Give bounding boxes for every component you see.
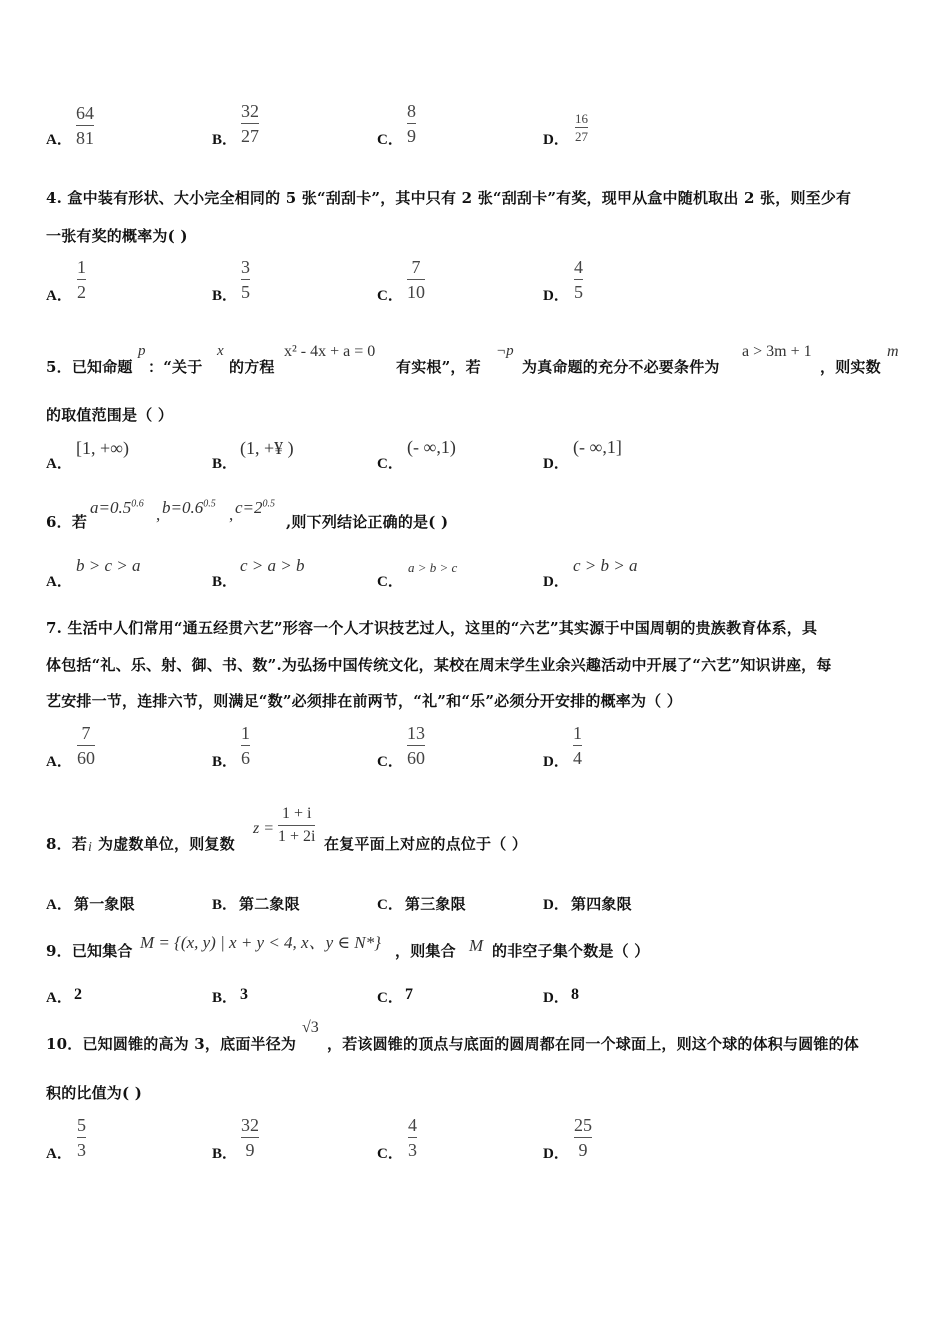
var-x: x: [217, 343, 224, 359]
q8-text: 在复平面上对应的点位于（ ）: [324, 835, 528, 853]
q5-prefix: 5．已知命题: [46, 358, 133, 376]
var-i: i: [88, 840, 92, 855]
q7-stem-line1: 7. 生活中人们常用“通五经贯六艺”形容一个人才识技艺过人，这里的“六艺”其实源于中国周朝的贵族教育体系，具: [46, 619, 818, 637]
option-label: A．: [46, 574, 72, 590]
option-label: C．: [377, 754, 403, 770]
option-label: C．: [377, 897, 403, 913]
option-value: 2: [74, 986, 82, 1003]
numerator: 13: [407, 723, 425, 743]
option-fraction: [574, 1116, 592, 1159]
option-label: B．: [212, 132, 238, 148]
denominator: 3: [408, 1140, 417, 1160]
option-value: [1, +∞): [76, 438, 129, 458]
var-a-def: [90, 498, 144, 518]
option-value: b > c > a: [76, 556, 141, 575]
option-fraction: [573, 724, 582, 767]
option-value: c > a > b: [240, 556, 305, 575]
option-label: D．: [543, 754, 569, 770]
q5-text: 为真命题的充分不必要条件为: [522, 358, 720, 376]
q10-prefix: 10．已知圆锥的高为 3，底面半径为: [46, 1035, 297, 1053]
b-exponent: 0.5: [203, 498, 216, 510]
option-value: 第二象限: [239, 895, 300, 913]
a-exponent: 0.6: [131, 498, 144, 510]
option-label: A．: [46, 754, 72, 770]
option-fraction: [407, 724, 425, 767]
var-c-def: [235, 498, 275, 518]
q9-text: ，则集合: [395, 942, 456, 960]
q4-stem-line2: 一张有奖的概率为( ): [46, 227, 188, 245]
numerator: 16: [575, 111, 588, 126]
option-label: A．: [46, 1146, 72, 1162]
q5-text: ，则实数: [820, 358, 881, 376]
numerator: 1: [77, 257, 86, 277]
option-label: D．: [543, 288, 569, 304]
q10-stem-line2: 积的比值为( ): [46, 1084, 143, 1102]
c-base: c=2: [235, 498, 263, 517]
option-label: D．: [543, 132, 569, 148]
q5-text: 有实根”，若: [396, 358, 481, 376]
numerator: 7: [411, 257, 421, 277]
denominator: 81: [76, 128, 94, 148]
b-base: b=0.6: [162, 498, 204, 517]
option-value: a > b > c: [408, 560, 458, 575]
numerator: 4: [574, 257, 583, 277]
option-value: 7: [405, 986, 413, 1003]
option-label: D．: [543, 456, 569, 472]
denominator: 10: [407, 282, 425, 302]
numerator: 5: [77, 1115, 86, 1135]
option-label: B．: [212, 897, 238, 913]
q4-stem-line1: 4. 盒中装有形状、大小完全相同的 5 张“刮刮卡”，其中只有 2 张“刮刮卡”有奖，现甲从盒中随机取出 2 张，则至少有: [46, 189, 852, 207]
q8-prefix: 8．若: [46, 835, 88, 853]
option-fraction: [77, 258, 86, 301]
option-fraction: [575, 112, 588, 143]
option-value: (1, +¥ ): [240, 438, 294, 458]
set-definition: M = {(x, y) | x + y < 4, x、y ∈ N*}: [140, 933, 381, 952]
denominator: 6: [241, 748, 250, 768]
option-label: A．: [46, 897, 72, 913]
option-label: D．: [543, 897, 569, 913]
q10-text: ，若该圆锥的顶点与底面的圆周都在同一个球面上，则这个球的体积与圆锥的体: [327, 1035, 860, 1053]
option-value: 8: [571, 986, 579, 1003]
option-value: 第三象限: [405, 895, 466, 913]
option-fraction: [407, 258, 425, 301]
denominator: 9: [578, 1140, 588, 1160]
q9-text: 的非空子集个数是（ ）: [492, 942, 650, 960]
option-label: C．: [377, 456, 403, 472]
option-value: (- ∞,1): [407, 437, 456, 457]
denominator: 27: [241, 126, 259, 146]
numerator: 1 + i: [282, 805, 312, 822]
option-label: A．: [46, 990, 72, 1006]
option-label: B．: [212, 574, 238, 590]
q5-stem-line2: 的取值范围是（ ）: [46, 406, 174, 424]
option-label: B．: [212, 456, 238, 472]
a-base: a=0.5: [90, 498, 132, 517]
var-m: m: [887, 343, 899, 360]
option-fraction: [77, 724, 95, 767]
not-p: ¬p: [496, 343, 514, 359]
q6-suffix: ,则下列结论正确的是( ): [286, 513, 449, 531]
option-fraction: [241, 258, 250, 301]
option-label: D．: [543, 574, 569, 590]
option-value: (- ∞,1]: [573, 437, 622, 457]
numerator: 32: [241, 1115, 259, 1135]
option-label: D．: [543, 990, 569, 1006]
option-fraction: [76, 104, 94, 147]
var-b-def: [162, 498, 216, 518]
option-label: C．: [377, 574, 403, 590]
denominator: 2: [77, 282, 86, 302]
option-fraction: [241, 724, 250, 767]
denominator: 9: [407, 126, 416, 146]
c-exponent: 0.5: [262, 498, 276, 510]
condition: a > 3m + 1: [742, 343, 812, 360]
denominator: 1 + 2i: [278, 828, 316, 845]
q7-stem-line2: 体包括“礼、乐、射、御、书、数”.为弘扬中国传统文化，某校在周末学生业余兴趣活动中开展了“六艺”知识讲座，每: [46, 656, 832, 674]
numerator: 1: [241, 723, 250, 743]
numerator: 3: [241, 257, 250, 277]
denominator: 60: [407, 748, 425, 768]
option-label: C．: [377, 1146, 403, 1162]
comma: ,: [156, 505, 161, 524]
option-fraction: [241, 102, 259, 145]
denominator: 9: [245, 1140, 255, 1160]
numerator: 7: [81, 723, 91, 743]
option-label: A．: [46, 456, 72, 472]
option-label: B．: [212, 990, 238, 1006]
denominator: 5: [241, 282, 250, 302]
numerator: 25: [574, 1115, 592, 1135]
sqrt-three: √3: [302, 1019, 319, 1036]
q5-text: 的方程: [229, 358, 275, 376]
q9-prefix: 9．已知集合: [46, 942, 133, 960]
q8-text: 为虚数单位，则复数: [98, 835, 235, 853]
option-value: c > b > a: [573, 556, 638, 575]
option-label: A．: [46, 132, 72, 148]
option-label: C．: [377, 288, 403, 304]
denominator: 60: [77, 748, 95, 768]
var-z: z =: [253, 820, 275, 837]
option-label: B．: [212, 754, 238, 770]
q6-prefix: 6．若: [46, 513, 88, 531]
denominator: 4: [573, 748, 582, 768]
numerator: 1: [573, 723, 582, 743]
numerator: 32: [241, 101, 259, 121]
complex-fraction: [278, 806, 315, 845]
option-fraction: [408, 1116, 417, 1159]
numerator: 64: [76, 103, 94, 123]
option-fraction: [574, 258, 583, 301]
var-p: p: [138, 343, 146, 359]
option-label: A．: [46, 288, 72, 304]
option-value: 第四象限: [571, 895, 632, 913]
var-M: M: [469, 936, 484, 955]
numerator: 4: [408, 1115, 417, 1135]
equation: x² - 4x + a = 0: [284, 343, 376, 360]
option-label: C．: [377, 132, 403, 148]
option-label: B．: [212, 288, 238, 304]
numerator: 8: [407, 101, 416, 121]
option-value: 第一象限: [74, 895, 135, 913]
q5-text: ：“关于: [148, 358, 203, 376]
option-fraction: [77, 1116, 86, 1159]
option-fraction: [407, 102, 416, 145]
denominator: 5: [574, 282, 583, 302]
comma: ,: [229, 505, 234, 524]
option-value: 3: [240, 986, 248, 1003]
option-label: B．: [212, 1146, 238, 1162]
denominator: 3: [77, 1140, 86, 1160]
denominator: 27: [575, 129, 588, 144]
option-fraction: [241, 1116, 259, 1159]
option-label: D．: [543, 1146, 569, 1162]
option-label: C．: [377, 990, 403, 1006]
q7-stem-line3: 艺安排一节，连排六节，则满足“数”必须排在前两节，“礼”和“乐”必须分开安排的概率为（ ）: [46, 692, 682, 710]
